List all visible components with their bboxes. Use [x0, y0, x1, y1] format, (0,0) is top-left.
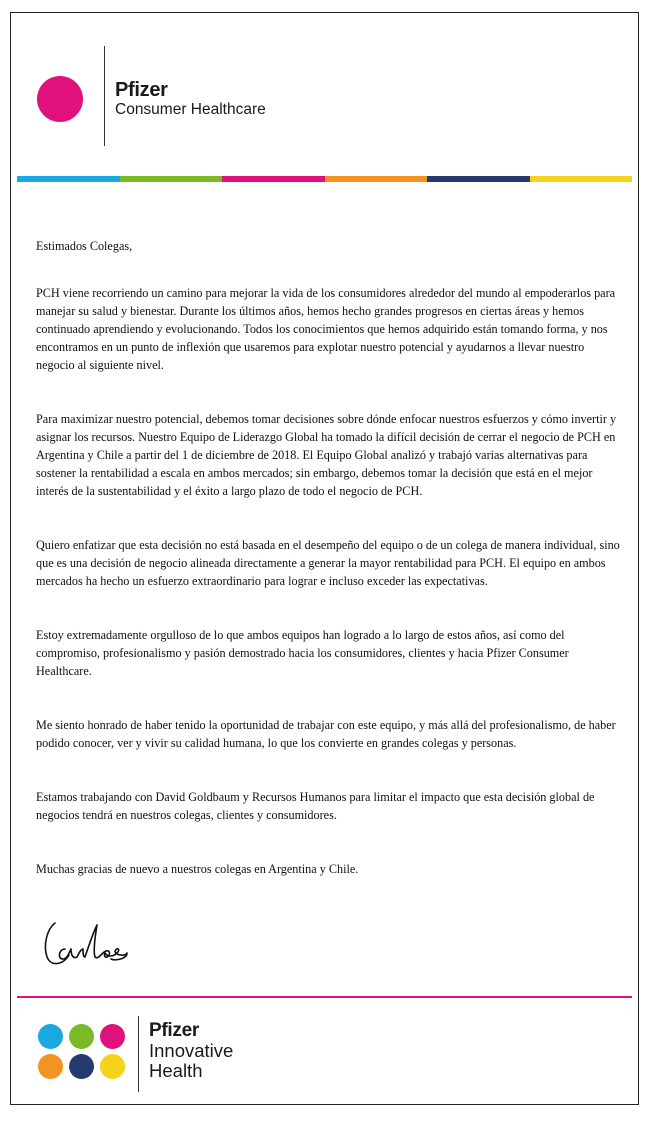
footer-brand-name: Pfizer [149, 1020, 199, 1041]
letter-body [36, 237, 620, 914]
footer-brand-line-2: Health [149, 1060, 203, 1081]
letter-paragraph-5: Me siento honrado de haber tenido la oportunidad de trabajar con este equipo, y más allá del profesionalismo, de haber podido conocer, ver y vivir su calidad humana, lo que los convierte en grandes colegas y personas. [36, 718, 616, 750]
blue-dot-icon [38, 1024, 63, 1049]
color-segment-navy [427, 176, 530, 182]
orange-dot-icon [38, 1054, 63, 1079]
letter-paragraph-6: Estamos trabajando con David Goldbaum y Recursos Humanos para limitar el impacto que esta decisión global de negocios tendrá en nuestros colegas, clientes y consumidores. [36, 790, 595, 822]
pfizer-consumer-healthcare-logo [37, 46, 337, 146]
color-segment-blue [17, 176, 120, 182]
magenta-circle-icon [37, 76, 83, 122]
footer-brand [149, 1021, 233, 1081]
navy-dot-icon [69, 1054, 94, 1079]
color-segment-green [120, 176, 223, 182]
letter-greeting: Estimados Colegas, [36, 239, 133, 253]
magenta-dot-icon [100, 1024, 125, 1049]
logo-divider [104, 46, 105, 146]
footer-logo-divider [138, 1016, 139, 1092]
header-brand-name: Pfizer [115, 79, 168, 101]
footer-divider-line [17, 996, 632, 998]
carlos-signature [41, 913, 131, 973]
yellow-dot-icon [100, 1054, 125, 1079]
letter-paragraph-3: Quiero enfatizar que esta decisión no está basada en el desempeño del equipo o de un colega de manera individual, sino que es una decisión de negocio alineada directamente a generar la mayor rentabilidad para PCH. El equipo en ambos mercados ha hecho un esfuerzo extraordinario para lograr e incluso exceder las expectativas. [36, 538, 620, 588]
green-dot-icon [69, 1024, 94, 1049]
color-segment-magenta [222, 176, 325, 182]
color-segment-orange [325, 176, 428, 182]
header-brand [115, 79, 266, 119]
letter-paragraph-1: PCH viene recorriendo un camino para mejorar la vida de los consumidores alrededor del mundo al empoderarlos para manejar su salud y bienestar. Durante los últimos años, hemos hecho grandes progresos en ciertas áreas y hemos continuado aprendiendo y evolucionando. Todos los conocimientos que hemos adquirido están tomando forma, y nos encontramos en un punto de inflexión que usaremos para explotar nuestro potencial y ayudarnos a llevar nuestro negocio al siguiente nivel. [36, 286, 616, 372]
pfizer-innovative-health-logo [38, 1016, 278, 1092]
header-brand-sub: Consumer Healthcare [115, 101, 266, 118]
letter-frame [10, 12, 639, 1105]
header-color-bar [17, 176, 632, 182]
letter-closing: Muchas gracias de nuevo a nuestros colegas en Argentina y Chile. [36, 862, 359, 876]
letter-paragraph-2: Para maximizar nuestro potencial, debemos tomar decisiones sobre dónde enfocar nuestros esfuerzos y cómo invertir y asignar los recursos. Nuestro Equipo de Liderazgo Global ha tomado la difícil decisión de cerrar el negocio de PCH en Argentina y Chile a partir del 1 de diciembre de 2018. El Equipo Global analizó y trabajó varias alternativas para sostener la rentabilidad a escala en ambos mercados; sin embargo, debemos tomar la decisión que está en el mejor interés de la sustentabilidad y el éxito a largo plazo de todo el negocio de PCH. [36, 412, 617, 498]
letter-paragraph-4: Estoy extremadamente orgulloso de lo que ambos equipos han logrado a lo largo de estos años, así como del compromiso, profesionalismo y pasión demostrado hacia los consumidores, clientes y hacia Pfizer Consumer Healthcare. [36, 628, 569, 678]
footer-brand-line-1: Innovative [149, 1040, 234, 1061]
color-segment-yellow [530, 176, 633, 182]
